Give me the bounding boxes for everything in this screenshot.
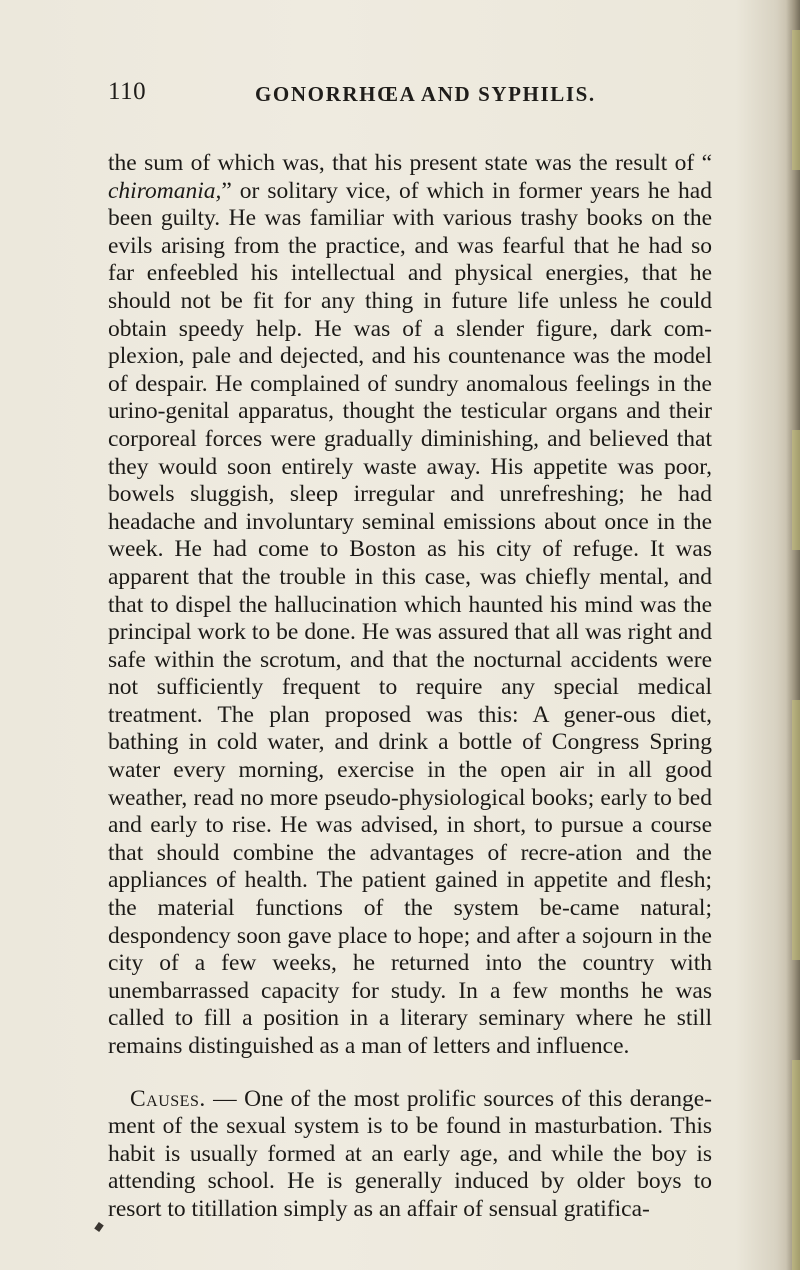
page-number: 110 xyxy=(108,78,147,105)
section-lead-in: Causes. xyxy=(130,1085,206,1112)
italic-term: chiromania, xyxy=(108,177,222,204)
page-edge-stain xyxy=(792,1060,800,1270)
running-title: GONORRHŒA AND SYPHILIS. xyxy=(255,82,596,106)
body-text xyxy=(108,150,712,1224)
paragraph-1 xyxy=(108,150,712,1061)
section-dash: — xyxy=(205,1085,245,1112)
page-edge-stain xyxy=(792,430,800,550)
paragraph-1-text-before: the sum of which was, that his present state was the result of “ xyxy=(108,150,712,176)
paragraph-2 xyxy=(108,1086,712,1224)
paragraph-2-text: One of the most prolific sources of this derange-ment of the sexual system is to be found in masturbation. This habit is usually formed at an early age, and while the boy is attending school. He is generally induced by older boys to resort to titillation simply as an affair of sensual gratifica- xyxy=(108,1085,713,1222)
running-head xyxy=(0,78,800,118)
printer-mark xyxy=(94,1222,104,1232)
paragraph-1-text-after: ” or solitary vice, of which in former years he had been guilty. He was familiar with various trashy books on the evils arising from the practice, and was fearful that he had so far enfeebled his intellectual and physical energies, that he should not be fit for any thing in future life unless he could obtain speedy help. He was of a slender figure, dark com-plexion, pale and dejected, and his countenance was the model of despair. He complained of sundry anomalous feelings in the urino-genital apparatus, thought the testicular organs and their corporeal forces were gradually diminishing, and believed that they would soon entirely waste away. His appetite was poor, bowels sluggish, sleep irregular and unrefreshing; he had headache and involuntary seminal emissions about once in the week. He had come to Boston as his city of refuge. It was apparent that the trouble in this case, was chiefly mental, and that to dispel the hallucination which haunted his mind was the principal work to be done. He was assured that all was right and safe within the scrotum, and that the nocturnal accidents were not sufficiently frequent to require any special medical treatment. The plan proposed was this: A gener-ous diet, bathing in cold water, and drink a bottle of Congress Spring water every morning, exercise in the open air in all good weather, read no more pseudo-physiological books; early to bed and early to rise. He was advised, in short, to pursue a course that should combine the advantages of recre-ation and the appliances of health. The patient gained in appetite and flesh; the material functions of the system be-came natural; despondency soon gave place to hope; and after a sojourn in the city of a few weeks, he returned into the country with unembarrassed capacity for study. In a few months he was called to fill a position in a literary seminary where he still remains distinguished as a man of letters and influence. xyxy=(108,177,712,1059)
page-edge-stain xyxy=(792,700,800,960)
